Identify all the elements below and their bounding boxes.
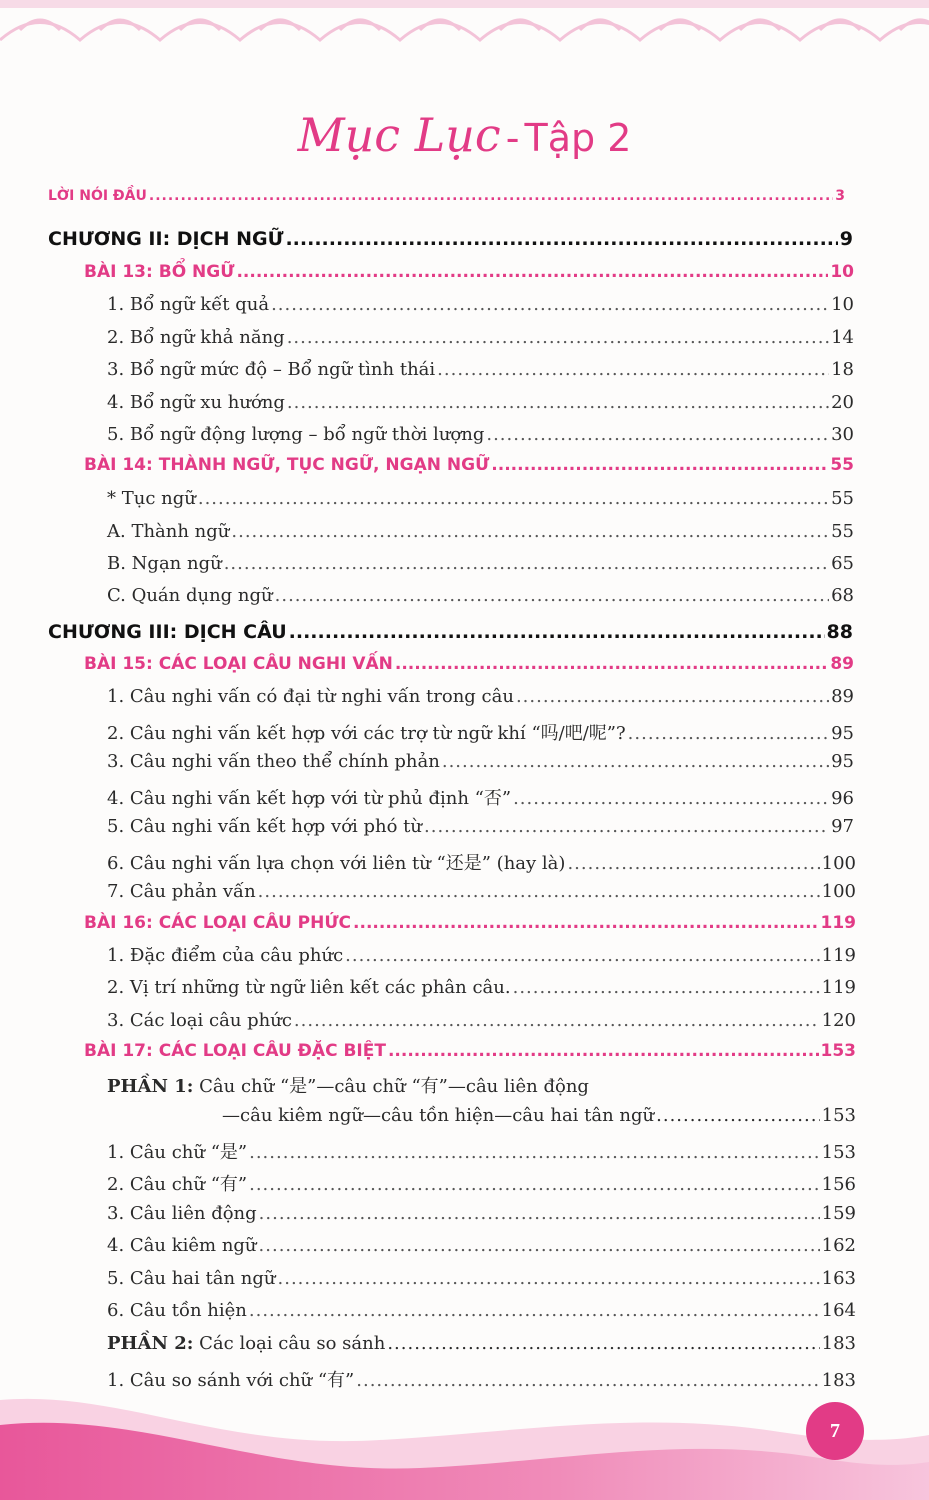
toc-item[interactable]: * Tục ngữ ..... 55 [107,488,854,509]
toc-lesson-15[interactable]: BÀI 15: CÁC LOẠI CÂU NGHI VẤN ..... 89 [84,654,854,674]
part-2-prefix: PHẦN 2: [107,1333,194,1354]
toc-item[interactable]: 3. Các loại câu phức ..... 120 [107,1010,856,1031]
toc-item[interactable]: 3. Câu liên động ..... 159 [107,1203,856,1224]
toc-part-1-line2[interactable]: —câu kiêm ngữ—câu tồn hiện—câu hai tân ngữ ..... 153 [222,1105,856,1126]
toc-item[interactable]: 4. Bổ ngữ xu hướng ..... 20 [107,392,854,413]
toc-part-2[interactable]: PHẦN 2: Các loại câu so sánh ..... 183 [107,1333,856,1354]
toc-item[interactable]: C. Quán dụng ngữ ..... 68 [107,585,854,606]
page-title [0,108,929,162]
toc-item[interactable]: 7. Câu phản vấn ..... 100 [107,881,856,902]
toc-lesson-16[interactable]: BÀI 16: CÁC LOẠI CÂU PHỨC ..... 119 [84,913,856,933]
title-dash: - [505,116,520,160]
top-scallop-border [0,0,929,60]
toc-entry-intro[interactable]: LỜI NÓI ĐẦU ..... 3 [48,188,845,204]
part-1-title-line1: Câu chữ “是”—câu chữ “有”—câu liên động [199,1076,589,1097]
toc-item[interactable]: 1. Câu chữ “是” ..... 153 [107,1138,856,1164]
toc-item[interactable]: 5. Câu hai tân ngữ ..... 163 [107,1268,856,1289]
toc-lesson-17[interactable]: BÀI 17: CÁC LOẠI CÂU ĐẶC BIỆT ..... 153 [84,1041,856,1061]
toc-item[interactable]: 2. Bổ ngữ khả năng ..... 14 [107,327,854,348]
toc-part-1-line1[interactable] [107,1072,856,1098]
toc-item[interactable]: 4. Câu nghi vấn kết hợp với từ phủ định “否” ..... 96 [107,784,854,810]
toc-item[interactable]: 1. Câu so sánh với chữ “有” ..... 183 [107,1366,856,1392]
title-script: Mục Lục [297,108,501,162]
toc-item[interactable]: 2. Câu nghi vấn kết hợp với các trợ từ ngữ khí “吗/吧/呢”? ..... 95 [107,719,854,745]
part-1-prefix: PHẦN 1: [107,1076,194,1097]
toc-chapter-3[interactable]: CHƯƠNG III: DỊCH CÂU ..... 88 [48,621,853,643]
toc-item[interactable]: 1. Đặc điểm của câu phức ..... 119 [107,945,856,966]
toc-item[interactable]: 2. Câu chữ “有” ..... 156 [107,1170,856,1196]
toc-item[interactable]: 3. Bổ ngữ mức độ – Bổ ngữ tình thái ..... 18 [107,359,854,380]
toc-chapter-2[interactable]: CHƯƠNG II: DỊCH NGỮ ..... 9 [48,228,853,250]
toc-item[interactable]: 6. Câu tồn hiện ..... 164 [107,1300,856,1321]
part-1-title-line2: —câu kiêm ngữ—câu tồn hiện—câu hai tân ngữ [222,1105,655,1126]
title-volume: Tập 2 [524,116,632,160]
toc-item[interactable]: 1. Câu nghi vấn có đại từ nghi vấn trong câu ..... 89 [107,686,854,707]
toc-item[interactable]: B. Ngạn ngữ ..... 65 [107,553,854,574]
toc-item[interactable]: 2. Vị trí những từ ngữ liên kết các phân câu. ..... 119 [107,977,856,998]
toc-item[interactable]: 5. Bổ ngữ động lượng – bổ ngữ thời lượng ..... 30 [107,424,854,445]
toc-lesson-13[interactable]: BÀI 13: BỔ NGỮ ..... 10 [84,262,854,282]
toc-item[interactable]: 3. Câu nghi vấn theo thể chính phản ..... 95 [107,751,854,772]
bottom-wave-decoration [0,1380,929,1500]
toc-item[interactable]: 5. Câu nghi vấn kết hợp với phó từ ..... 97 [107,816,854,837]
toc-lesson-14[interactable]: BÀI 14: THÀNH NGỮ, TỤC NGỮ, NGẠN NGỮ ..... 55 [84,455,854,475]
toc-item[interactable]: 6. Câu nghi vấn lựa chọn với liên từ “还是” (hay là) ..... 100 [107,849,856,875]
toc-item[interactable]: 1. Bổ ngữ kết quả ..... 10 [107,294,854,315]
toc-item[interactable]: 4. Câu kiêm ngữ ..... 162 [107,1235,856,1256]
toc-item[interactable]: A. Thành ngữ ..... 55 [107,521,854,542]
page-number-badge: 7 [806,1402,864,1460]
